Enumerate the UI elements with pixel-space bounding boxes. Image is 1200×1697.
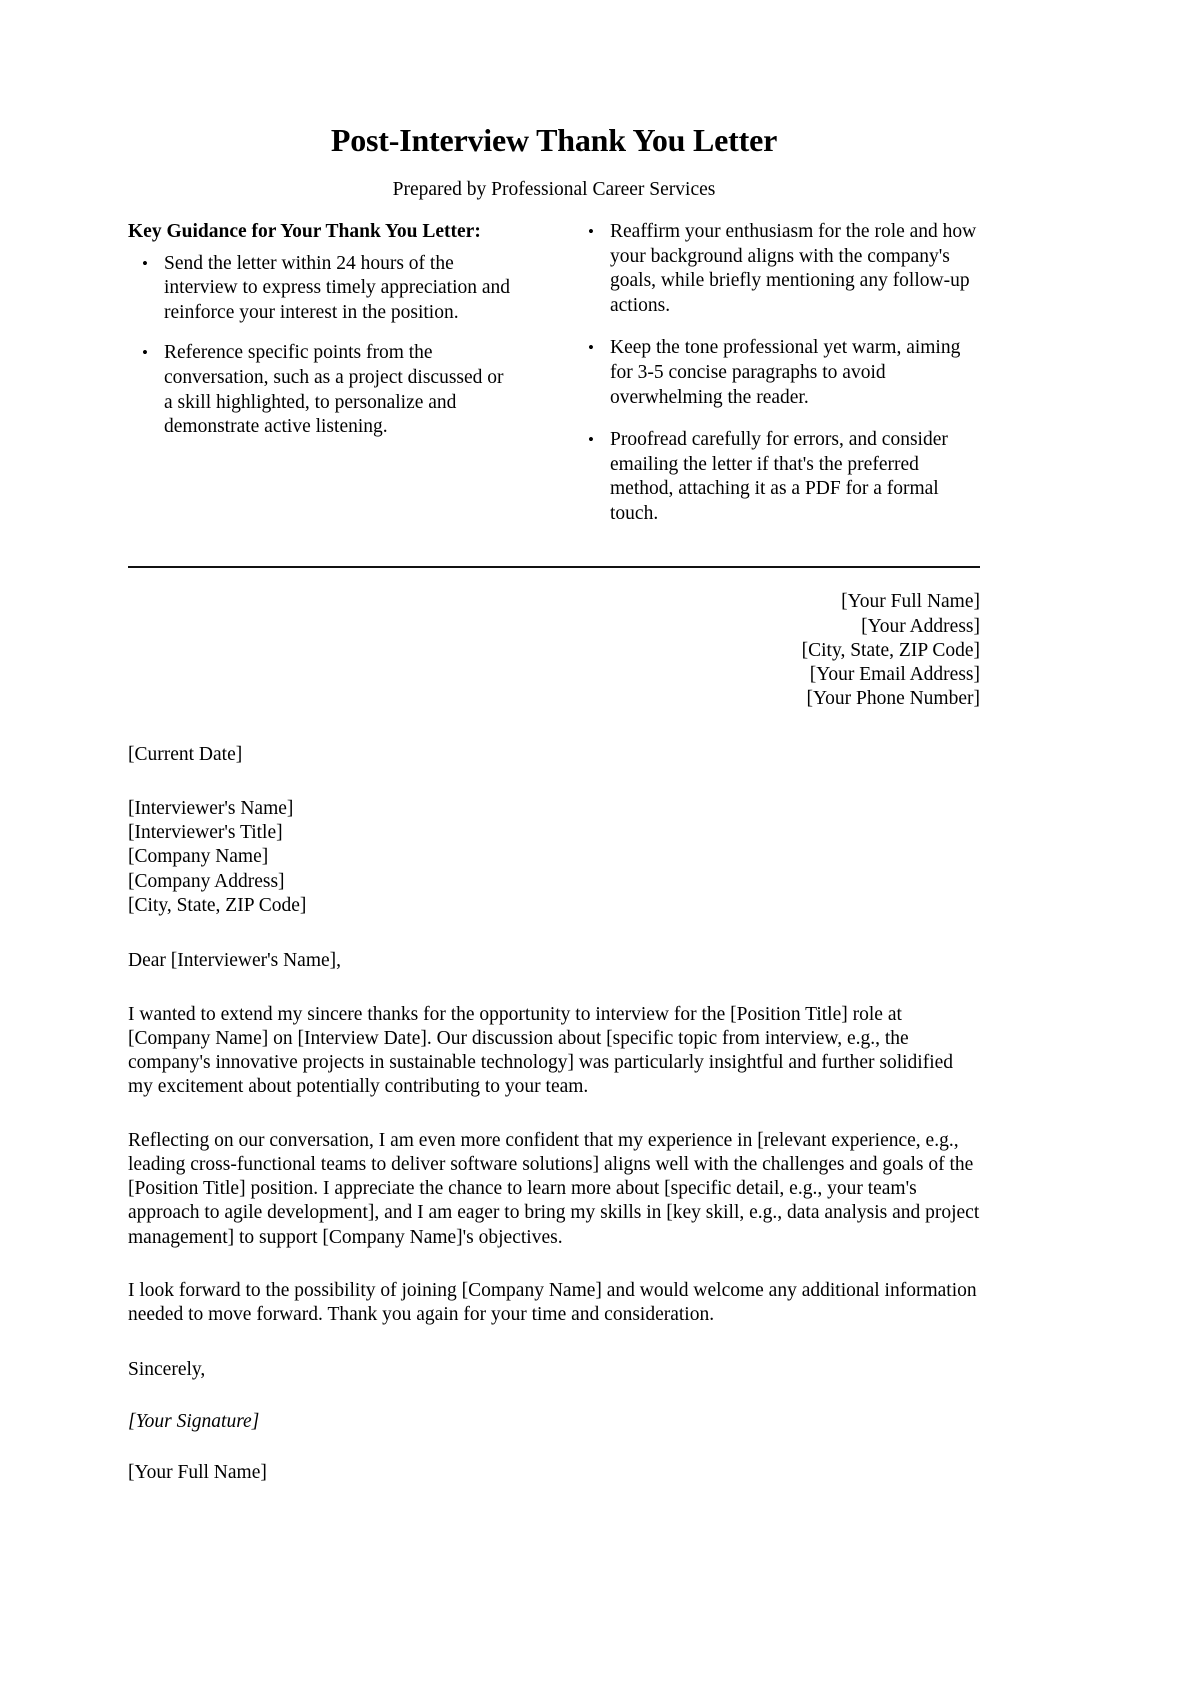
section-divider bbox=[128, 566, 980, 568]
body-paragraph: I look forward to the possibility of joining [Company Name] and would welcome any additional information needed to move forward. Thank you again for your time and consideration. bbox=[128, 1279, 977, 1326]
body-paragraph: I wanted to extend my sincere thanks for the opportunity to interview for the [Position Title] role at [Company Name] on [Interview Date]. Our discussion about [specific topic from interview, e.g., the company's innovative projects in sustainable technology] was particularly insightful and further solidified my excitement about potentially contributing to your team. bbox=[128, 1003, 954, 1098]
list-item: • Reaffirm your enthusiasm for the role and how your background aligns with the company's goals, while briefly mentioning any follow-up actions. bbox=[608, 220, 980, 318]
page-title: Post-Interview Thank You Letter bbox=[330, 122, 778, 158]
guidance-column-left bbox=[128, 220, 554, 440]
body-paragraph: Reflecting on our conversation, I am even more confident that my experience in [relevant experience, e.g., leading cross-functional teams to deliver software solutions] aligns well with the challenges and goals of the [Position Title] position. I appreciate the chance to learn more about [specific detail, e.g., your team's approach to agile development], and I am eager to bring my skills in [key skill, e.g., data analysis and project management] to support [Company Name]'s objectives. bbox=[128, 1129, 980, 1248]
sender-line: [Your Address] bbox=[861, 615, 980, 637]
date-line: [Current Date] bbox=[128, 743, 243, 765]
closing-line: Sincerely, bbox=[128, 1359, 206, 1381]
recipient-line: [City, State, ZIP Code] bbox=[128, 894, 307, 916]
recipient-line: [Interviewer's Title] bbox=[128, 822, 283, 844]
list-item: • Reference specific points from the conversation, such as a project discussed or a skill highlighted, to personalize and demonstrate active listening. bbox=[162, 341, 516, 439]
sender-line: [Your Full Name] bbox=[841, 591, 980, 613]
guidance-list-right bbox=[574, 220, 980, 526]
list-item: • Proofread carefully for errors, and consider emailing the letter if that's the preferred method, attaching it as a PDF for a formal touch. bbox=[608, 428, 980, 526]
signature-placeholder: [Your Signature] bbox=[128, 1410, 260, 1432]
recipient-line: [Company Name] bbox=[128, 846, 269, 868]
guidance-section bbox=[128, 220, 980, 544]
list-item: • Send the letter within 24 hours of the interview to express timely appreciation and reinforce your interest in the position. bbox=[162, 252, 516, 326]
guidance-heading: Key Guidance for Your Thank You Letter: bbox=[128, 221, 481, 243]
guidance-list-left bbox=[128, 252, 516, 440]
recipient-address-block bbox=[128, 797, 980, 918]
list-item: • Keep the tone professional yet warm, aiming for 3-5 concise paragraphs to avoid overwhelming the reader. bbox=[608, 336, 980, 410]
letter-body bbox=[128, 590, 980, 1485]
recipient-line: [Interviewer's Name] bbox=[128, 797, 294, 819]
sender-line: [City, State, ZIP Code] bbox=[801, 639, 980, 661]
signer-name: [Your Full Name] bbox=[128, 1461, 267, 1483]
sender-line: [Your Phone Number] bbox=[806, 688, 980, 710]
guidance-column-right bbox=[554, 220, 980, 544]
sender-address-block bbox=[128, 590, 980, 711]
letter-sheet bbox=[128, 0, 980, 1485]
sender-line: [Your Email Address] bbox=[809, 664, 980, 686]
page-subtitle: Prepared by Professional Career Services bbox=[392, 178, 716, 200]
recipient-line: [Company Address] bbox=[128, 870, 285, 892]
salutation: Dear [Interviewer's Name], bbox=[128, 950, 342, 972]
